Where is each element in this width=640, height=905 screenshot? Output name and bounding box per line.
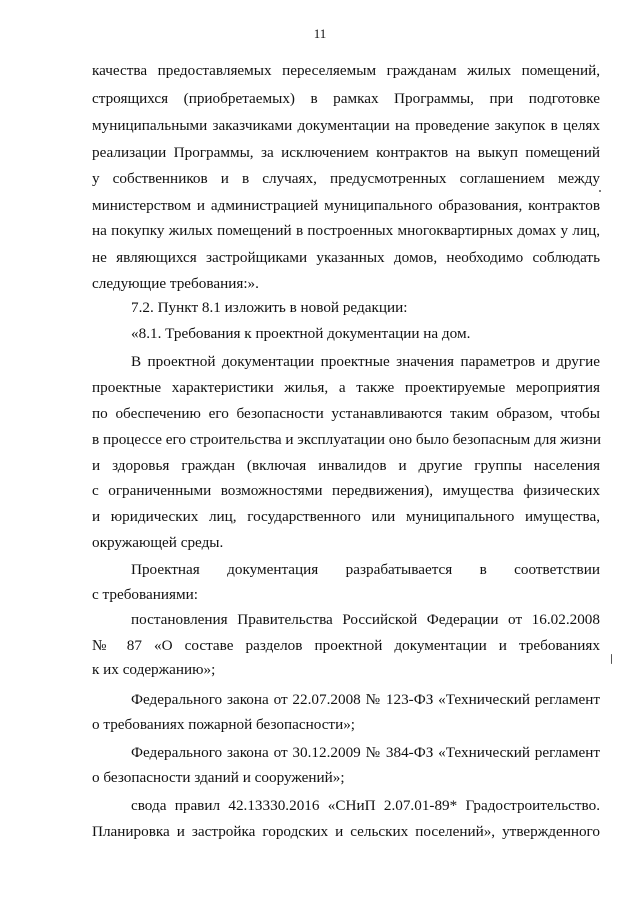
text-line: № 87 «О составе разделов проектной документации и требованиях (92, 637, 600, 654)
text-line: Федерального закона от 30.12.2009 № 384-ФЗ «Технический регламент (131, 744, 600, 761)
text-line: окружающей среды. (92, 534, 224, 551)
text-line: муниципальными заказчиками документации на проведение закупок в целях (92, 117, 600, 134)
text-line: проектные характеристики жилья, а также проектируемые мероприятия (92, 379, 600, 396)
text-line: с требованиями: (92, 586, 198, 603)
text-line: Проектная документация разрабатывается в соответствии (131, 561, 600, 578)
text-line: Федерального закона от 22.07.2008 № 123-ФЗ «Технический регламент (131, 691, 600, 708)
text-line: у собственников и в случаях, предусмотренных соглашением между (92, 170, 600, 187)
page-number: 11 (313, 26, 327, 41)
text-line: качества предоставляемых переселяемым гражданам жилых помещений, (92, 62, 600, 79)
text-line: «8.1. Требования к проектной документации на дом. (131, 325, 471, 342)
text-line: Планировка и застройка городских и сельских поселений», утвержденного (92, 823, 600, 840)
text-line: следующие требования:». (92, 275, 259, 292)
text-line: в процессе его строительства и эксплуатации оно было безопасным для жизни (92, 431, 602, 448)
text-line: министерством и администрацией муниципального образования, контрактов (92, 197, 600, 214)
scan-speck (611, 654, 612, 664)
text-line: В проектной документации проектные значения параметров и другие (131, 353, 600, 370)
text-line: на покупку жилых помещений в построенных многоквартирных домах у лиц, (92, 222, 600, 239)
scan-speck (599, 190, 601, 192)
text-line: с ограниченными возможностями передвижения), имущества физических (92, 482, 600, 499)
text-line: и здоровья граждан (включая инвалидов и другие группы населения (92, 457, 600, 474)
text-line: по обеспечению его безопасности устанавливаются таким образом, чтобы (92, 405, 600, 422)
text-line: о требованиях пожарной безопасности»; (92, 716, 356, 733)
text-line: реализации Программы, за исключением контрактов на выкуп помещений (92, 144, 600, 161)
text-line: постановления Правительства Российской Федерации от 16.02.2008 (131, 611, 600, 628)
text-line: и юридических лиц, государственного или муниципального имущества, (92, 508, 600, 525)
text-line: не являющихся застройщиками указанных домов, необходимо соблюдать (92, 249, 600, 266)
text-line: к их содержанию»; (92, 661, 216, 678)
text-line: свода правил 42.13330.2016 «СНиП 2.07.01-89* Градостроительство. (131, 797, 600, 814)
text-line: 7.2. Пункт 8.1 изложить в новой редакции: (131, 299, 408, 316)
text-line: о безопасности зданий и сооружений»; (92, 769, 345, 786)
text-line: строящихся (приобретаемых) в рамках Программы, при подготовке (92, 90, 600, 107)
